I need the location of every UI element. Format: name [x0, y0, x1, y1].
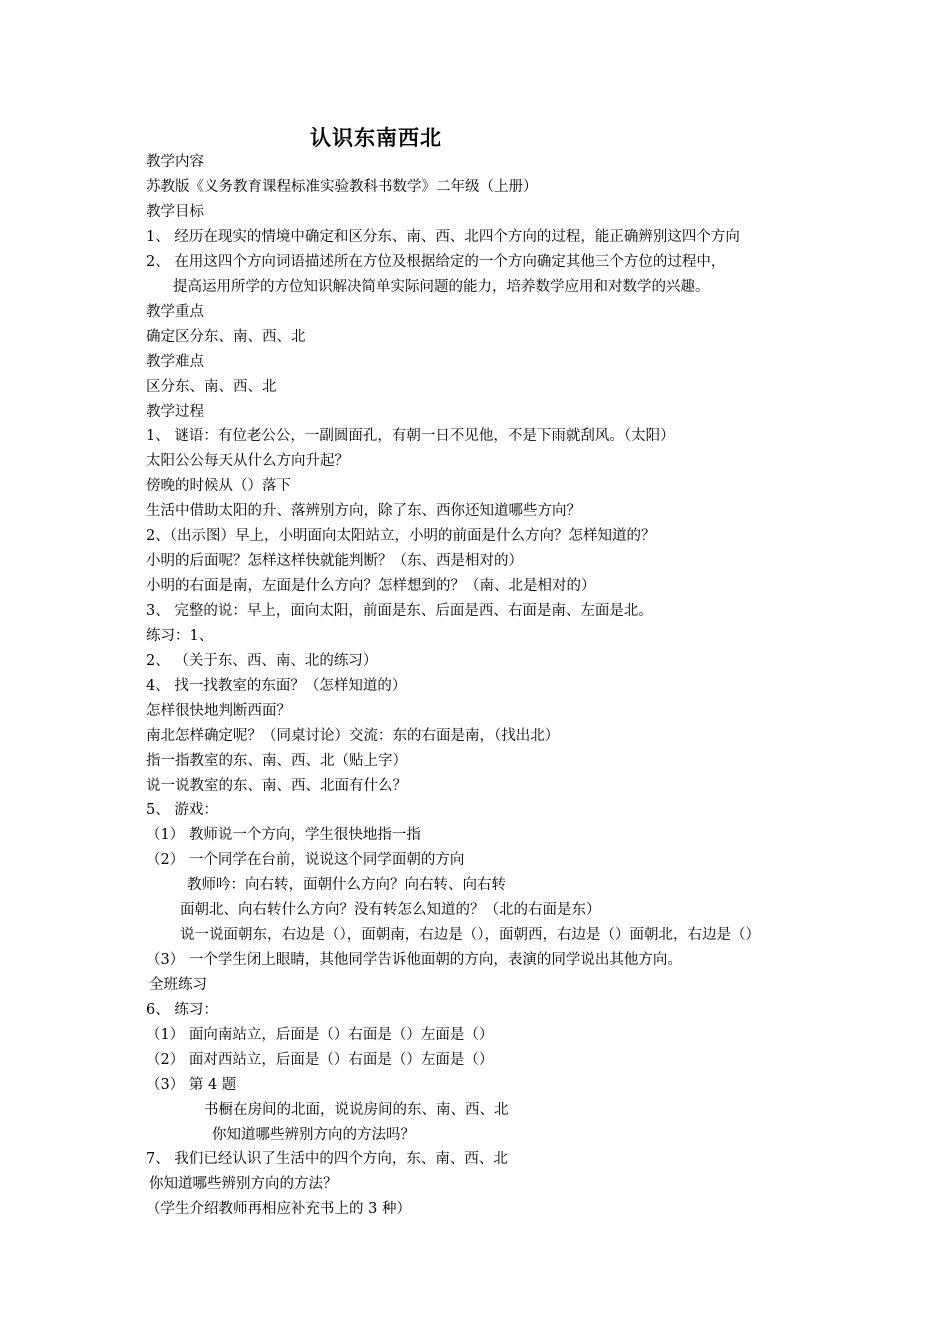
text-line: （学生介绍教师再相应补充书上的 3 种） [146, 1201, 411, 1217]
text-line: 小明的后面呢？怎样这样快就能判断？（东、西是相对的） [146, 553, 523, 569]
text-line: 太阳公公每天从什么方向升起？ [146, 453, 349, 469]
sub-list-item: （2） 面对西站立，后面是（）右面是（）左面是（） [146, 1052, 494, 1068]
list-item: 4、 找一找教室的东面？（怎样知道的） [146, 678, 407, 694]
sub-list-item: （1） 面向南站立，后面是（）右面是（）左面是（） [146, 1027, 494, 1043]
text-line: 傍晚的时候从（）落下 [146, 478, 291, 494]
text-line: 练习：1、 [146, 628, 214, 644]
section-heading-process: 教学过程 [146, 404, 204, 420]
text-line: 苏教版《义务教育课程标准实验教科书数学》二年级（上册） [146, 179, 538, 195]
list-item: 1、 经历在现实的情境中确定和区分东、南、西、北四个方向的过程，能正确辨别这四个方向 [146, 229, 740, 245]
text-line: 书橱在房间的北面，说说房间的东、南、西、北 [204, 1102, 509, 1118]
section-heading-difficulties: 教学难点 [146, 354, 204, 370]
text-line: 你知道哪些辨别方向的方法吗？ [212, 1127, 415, 1143]
list-item: 2、（出示图）早上，小明面向太阳站立，小明的前面是什么方向？怎样知道的？ [146, 528, 656, 544]
text-line: 全班练习 [149, 977, 207, 993]
section-heading-key-points: 教学重点 [146, 304, 204, 320]
section-heading-objectives: 教学目标 [146, 204, 204, 220]
sub-list-item: （1） 教师说一个方向，学生很快地指一指 [146, 827, 421, 843]
text-line: 指一指教室的东、南、西、北（贴上字） [146, 753, 407, 769]
list-item: 3、 完整的说：早上，面向太阳，前面是东、后面是西、右面是南、左面是北。 [146, 603, 653, 619]
text-line: 教师吟：向右转，面朝什么方向？向右转、向右转 [187, 877, 506, 893]
text-line: 确定区分东、南、西、北 [146, 329, 306, 345]
list-item: 6、 练习： [146, 1002, 218, 1018]
section-heading-content: 教学内容 [146, 154, 204, 170]
list-item: 7、 我们已经认识了生活中的四个方向，东、南、西、北 [146, 1151, 508, 1167]
sub-list-item: （2） 一个同学在台前，说说这个同学面朝的方向 [146, 852, 465, 868]
text-line: 南北怎样确定呢？（同桌讨论）交流：东的右面是南，（找出北） [146, 728, 560, 744]
list-item: 2、 （关于东、西、南、北的练习） [146, 653, 378, 669]
list-item: 1、 谜语：有位老公公，一副圆面孔，有朝一日不见他，不是下雨就刮风。（太阳） [146, 428, 675, 444]
text-line: 说一说面朝东，右边是（），面朝南，右边是（），面朝西，右边是（）面朝北，右边是（） [180, 927, 760, 943]
text-line: 你知道哪些辨别方向的方法？ [149, 1176, 338, 1192]
list-item: 5、 游戏： [146, 802, 218, 818]
sub-list-item: （3） 一个学生闭上眼睛，其他同学告诉他面朝的方向，表演的同学说出其他方向。 [146, 952, 682, 968]
text-line: 面朝北、向右转什么方向？没有转怎么知道的？（北的右面是东） [180, 902, 601, 918]
sub-list-item: （3） 第 4 题 [146, 1077, 237, 1093]
text-line: 生活中借助太阳的升、落辨别方向，除了东、西你还知道哪些方向？ [146, 503, 581, 519]
text-line: 提高运用所学的方位知识解决简单实际问题的能力，培养数学应用和对数学的兴趣。 [173, 279, 710, 295]
text-line: 区分东、南、西、北 [146, 379, 277, 395]
text-line: 说一说教室的东、南、西、北面有什么？ [146, 778, 407, 794]
list-item: 2、 在用这四个方向词语描述所在方位及根据给定的一个方向确定其他三个方位的过程中， [146, 254, 726, 270]
text-line: 小明的右面是南，左面是什么方向？怎样想到的？（南、北是相对的） [146, 578, 596, 594]
document-title: 认识东南西北 [310, 125, 442, 150]
text-line: 怎样很快地判断西面？ [146, 703, 291, 719]
